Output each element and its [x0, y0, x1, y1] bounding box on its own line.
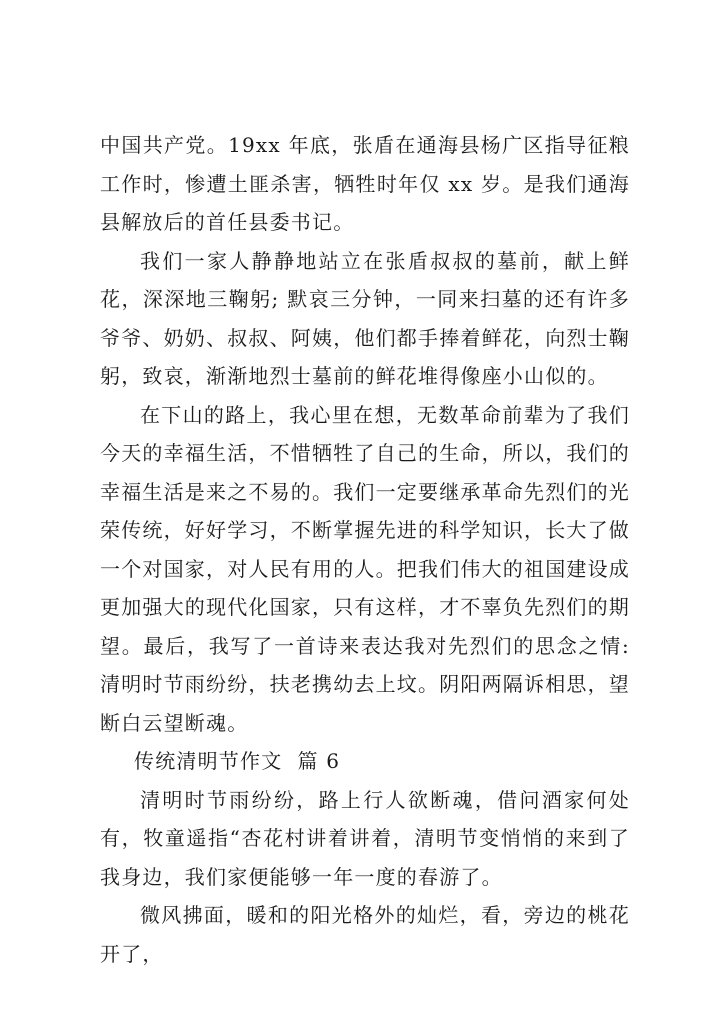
paragraph-breeze: 微风拂面，暖和的阳光格外的灿烂，看，旁边的桃花开了， [100, 903, 630, 966]
paragraph-reflection: 在下山的路上，我心里在想，无数革命前辈为了我们今天的幸福生活，不惜牺牲了自己的生命，所以，我们的幸福生活是来之不易的。我们一定要继承革命先烈们的光荣传统，好好学习，不断掌握先进的科学知识，长大了做一个对国家，对人民有用的人。把我们伟大的祖国建设成更加强大的现代化国家，只有这样，才不辜负先烈们的期望。最后，我写了一首诗来表达我对先烈们的思念之情: 清明时节雨纷纷，扶老携幼去上坟。阴阳两隔诉相思，望断白云望断魂。 [100, 402, 630, 735]
paragraph-tomb-visit: 我们一家人静静地站立在张盾叔叔的墓前，献上鲜花，深深地三鞠躬; 默哀三分钟，一同来扫墓的还有许多爷爷、奶奶、叔叔、阿姨，他们都手捧着鲜花，向烈士鞠躬，致哀，渐渐地烈士墓前的鲜花堆得像座小山似的。 [100, 248, 630, 388]
essay-heading: 传统清明节作文 篇 6 [134, 749, 341, 773]
paragraph-continuation: 中国共产党。19xx 年底，张盾在通海县杨广区指导征粮工作时，惨遭土匪杀害，牺牲时年仅 xx 岁。是我们通海县解放后的首任县委书记。 [100, 133, 630, 234]
document-body [100, 126, 630, 973]
paragraph-poem-intro: 清明时节雨纷纷，路上行人欲断魂，借问酒家何处有，牧童遥指“杏花村讲着讲着，清明节变悄悄的来到了我身边，我们家便能够一年一度的春游了。 [100, 787, 630, 889]
